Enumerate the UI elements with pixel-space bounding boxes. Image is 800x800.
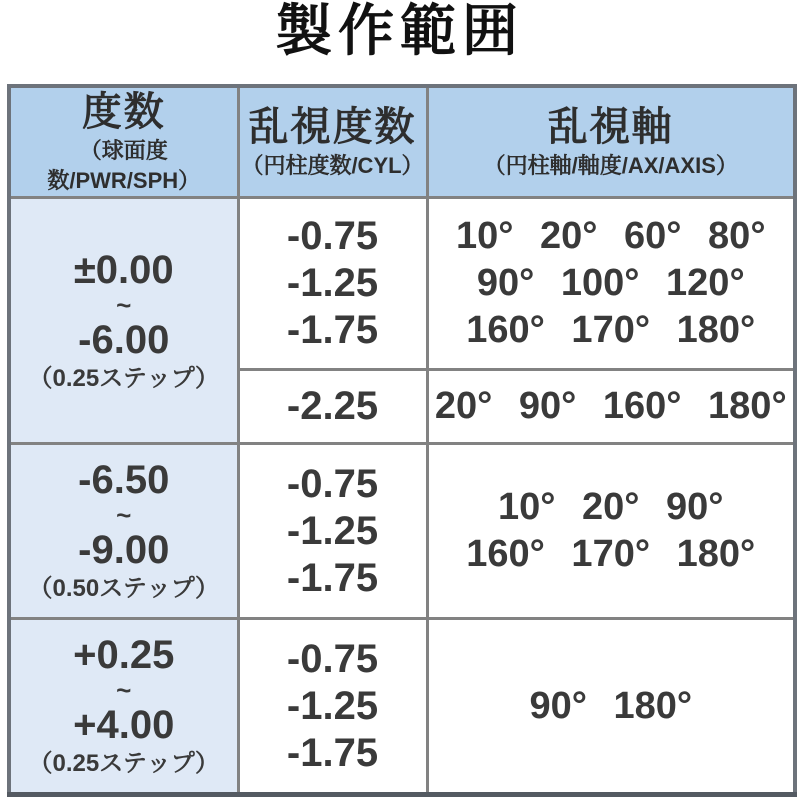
cyl-value: -1.75	[286, 730, 379, 775]
power-from: +0.25	[73, 633, 175, 677]
header-power	[9, 86, 238, 198]
cyl-cell-row-2	[238, 444, 427, 619]
header-power-main: 度数	[81, 90, 166, 134]
cyl-value: -1.25	[286, 683, 379, 728]
header-power-sub: （球面度数/PWR/SPH）	[47, 138, 201, 193]
header-cyl-main: 乱視度数	[248, 105, 417, 149]
range-tilde: ~	[116, 500, 132, 530]
axis-cell-row-1a	[427, 198, 795, 370]
row-2	[9, 444, 795, 619]
cyl-value: -1.25	[286, 508, 379, 553]
header-cyl	[238, 86, 427, 198]
power-cell-row-1	[9, 198, 238, 444]
axis-values: 20° 90° 160° 180°	[434, 385, 787, 427]
production-range-table	[7, 84, 797, 797]
axis-values: 90° 180°	[529, 684, 693, 727]
header-axis-main: 乱視軸	[547, 105, 674, 149]
page-title: 製作範囲	[276, 0, 524, 62]
axis-values: 10° 20° 90°	[497, 486, 724, 528]
axis-values: 160° 170° 180°	[466, 533, 756, 575]
power-to: +4.00	[73, 703, 175, 747]
power-step: （0.25ステップ）	[28, 750, 219, 777]
axis-cell-row-3	[427, 619, 795, 795]
cyl-value: -0.75	[286, 636, 379, 681]
cyl-value: -1.75	[286, 308, 379, 352]
header-axis	[427, 86, 795, 198]
power-step: （0.50ステップ）	[28, 575, 219, 602]
cyl-value: -0.75	[286, 461, 379, 506]
cyl-cell-row-1b	[238, 370, 427, 444]
header-cyl-sub: （円柱度数/CYL）	[241, 153, 424, 178]
power-step: （0.25ステップ）	[28, 364, 219, 392]
power-cell-row-2	[9, 444, 238, 619]
power-cell-row-3	[9, 619, 238, 795]
range-tilde: ~	[116, 289, 132, 320]
range-tilde: ~	[116, 675, 132, 705]
cyl-cell-row-3	[238, 619, 427, 795]
cyl-value: -1.75	[286, 555, 379, 600]
row-3	[9, 619, 795, 795]
cyl-value: -0.75	[286, 214, 379, 258]
power-from: ±0.00	[73, 247, 174, 292]
axis-values: 90° 100° 120°	[476, 262, 745, 304]
power-from: -6.50	[78, 458, 170, 502]
power-to: -6.00	[78, 317, 170, 362]
axis-values: 160° 170° 180°	[466, 309, 756, 351]
axis-cell-row-1b	[427, 370, 795, 444]
header-axis-sub: （円柱軸/軸度/AX/AXIS）	[483, 153, 738, 178]
cyl-value: -2.25	[286, 384, 379, 428]
row-1-segment-1	[9, 198, 795, 370]
cyl-value: -1.25	[286, 261, 379, 305]
header-row	[9, 86, 795, 198]
power-to: -9.00	[78, 528, 170, 572]
axis-values: 10° 20° 60° 80°	[455, 215, 766, 257]
axis-cell-row-2	[427, 444, 795, 619]
cyl-cell-row-1a	[238, 198, 427, 370]
